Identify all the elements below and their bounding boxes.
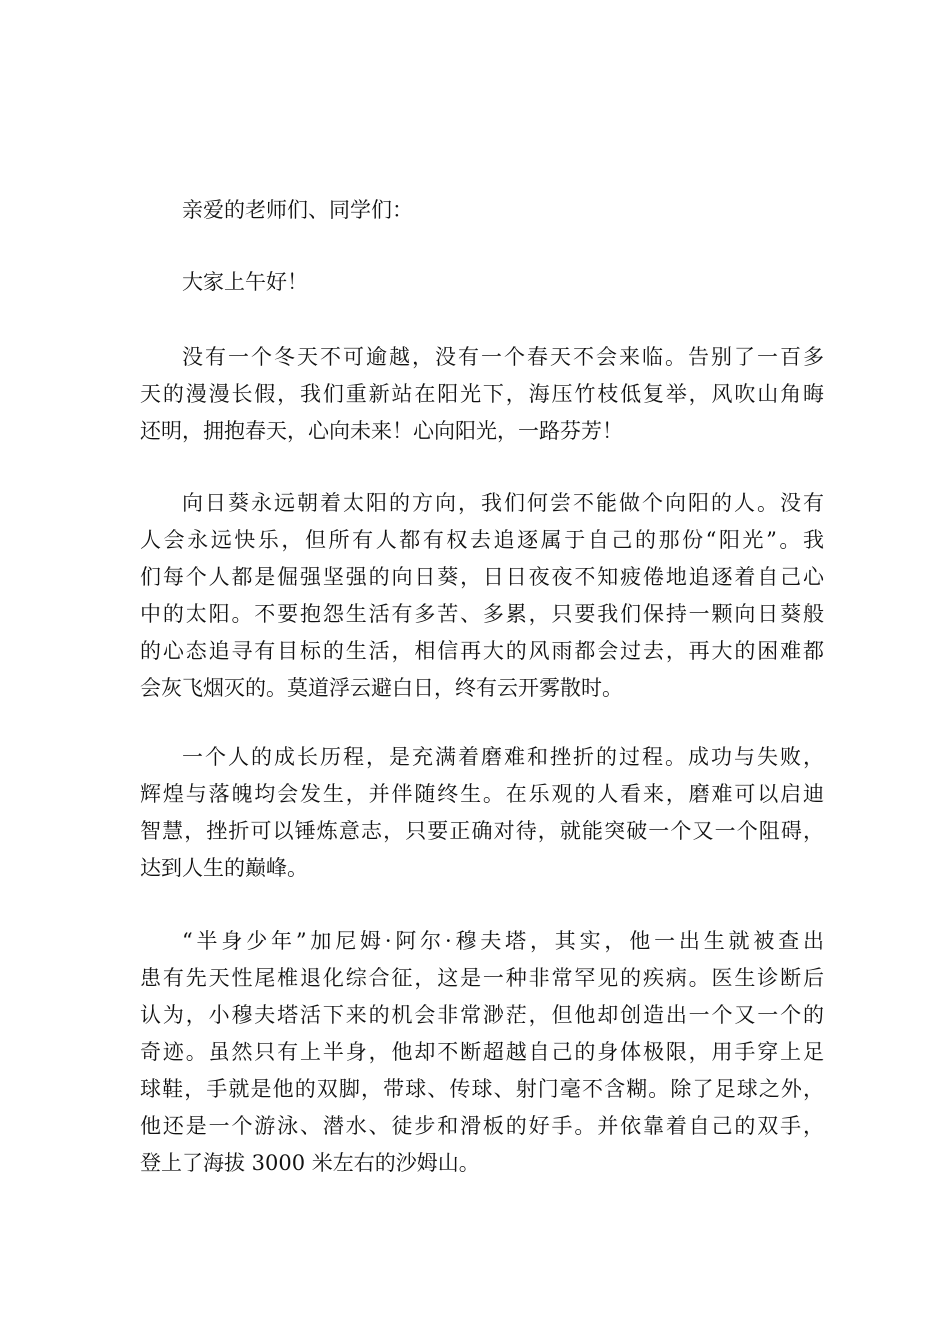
paragraph-line: 天的漫漫长假，我们重新站在阳光下，海压竹枝低复举，风吹山角晦 <box>140 382 824 406</box>
greeting-line <box>140 192 824 229</box>
paragraph-4 <box>140 923 824 1182</box>
paragraph-line: 认为，小穆夫塔活下来的机会非常渺茫，但他却创造出一个又一个的 <box>140 1003 824 1027</box>
salutation-text: 大家上午好！ <box>182 270 308 294</box>
paragraph-line: 达到人生的巅峰。 <box>140 856 308 880</box>
paragraph-1 <box>140 339 824 450</box>
paragraph-line: 登上了海拔 3000 米左右的沙姆山。 <box>140 1151 480 1175</box>
paragraph-line: 智慧，挫折可以锤炼意志，只要正确对待，就能突破一个又一个阻碍， <box>140 819 824 843</box>
paragraph-line: 奇迹。虽然只有上半身，他却不断超越自己的身体极限，用手穿上足 <box>140 1040 824 1064</box>
paragraph-line: 人会永远快乐，但所有人都有权去追逐属于自己的那份“阳光”。我 <box>140 528 824 552</box>
paragraph-line: 球鞋，手就是他的双脚，带球、传球、射门毫不含糊。除了足球之外， <box>140 1077 824 1101</box>
paragraph-line: 他还是一个游泳、潜水、徒步和滑板的好手。并依靠着自己的双手， <box>140 1114 824 1138</box>
paragraph-3 <box>140 739 824 887</box>
paragraph-line: “半身少年”加尼姆·阿尔·穆夫塔，其实，他一出生就被查出 <box>182 929 824 953</box>
greeting-text: 亲爱的老师们、同学们： <box>182 198 413 222</box>
paragraph-line: 没有一个冬天不可逾越，没有一个春天不会来临。告别了一百多 <box>182 345 824 369</box>
paragraph-line: 辉煌与落魄均会发生，并伴随终生。在乐观的人看来，磨难可以启迪 <box>140 782 824 806</box>
paragraph-line: 向日葵永远朝着太阳的方向，我们何尝不能做个向阳的人。没有 <box>182 491 824 515</box>
paragraph-2 <box>140 485 824 707</box>
paragraph-line: 会灰飞烟灭的。莫道浮云避白日，终有云开雾散时。 <box>140 676 623 700</box>
paragraph-line: 患有先天性尾椎退化综合征，这是一种非常罕见的疾病。医生诊断后 <box>140 966 824 990</box>
paragraph-line: 一个人的成长历程，是充满着磨难和挫折的过程。成功与失败， <box>182 745 824 769</box>
paragraph-line: 中的太阳。不要抱怨生活有多苦、多累，只要我们保持一颗向日葵般 <box>140 602 824 626</box>
paragraph-line: 还明，拥抱春天，心向未来！心向阳光，一路芬芳！ <box>140 419 623 443</box>
salutation-line <box>140 264 824 301</box>
paragraph-line: 的心态追寻有目标的生活，相信再大的风雨都会过去，再大的困难都 <box>140 639 824 663</box>
paragraph-line: 们每个人都是倔强坚强的向日葵，日日夜夜不知疲倦地追逐着自己心 <box>140 565 824 589</box>
